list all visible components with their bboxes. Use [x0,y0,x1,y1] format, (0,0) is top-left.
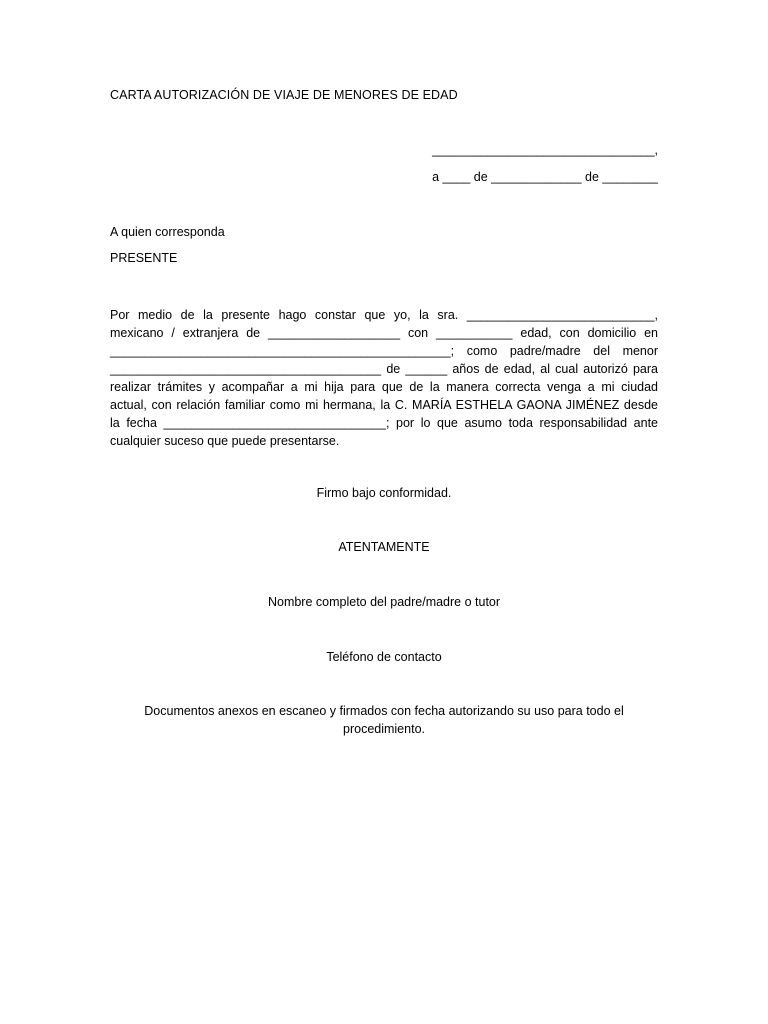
paragraph-line: cualquier suceso que puede presentarse. [110,434,340,448]
paragraph-line: mexicano / extranjera de ___________________ con ___________ edad, con domicilio en [110,326,658,340]
guardian-name-label: Nombre completo del padre/madre o tutor [267,595,501,609]
presente-heading: PRESENTE [110,251,178,265]
paragraph-line: la fecha ________________________________; por lo que asumo toda responsabilidad ante [110,416,658,430]
closing-atentamente: ATENTAMENTE [338,540,430,554]
paragraph-line: _________________________________________________; como padre/madre del menor [110,344,658,358]
place-blank-line: ________________________________, [432,143,658,157]
document-title: CARTA AUTORIZACIÓN DE VIAJE DE MENORES DE EDAD [110,88,458,102]
conformity-statement: Firmo bajo conformidad. [316,486,452,500]
paragraph-line: _______________________________________ de ______ años de edad, al cual autorizó para [110,362,658,376]
recipient-greeting: A quien corresponda [110,225,225,239]
paragraph-line: actual, con relación familiar como mi hermana, la C. MARÍA ESTHELA GAONA JIMÉNEZ desde [110,398,658,412]
paragraph-line: realizar trámites y acompañar a mi hija para que de la manera correcta venga a mi ciudad [110,380,658,394]
attachments-note: Documentos anexos en escaneo y firmados con fecha autorizando su uso para todo el procedimiento. [144,704,624,736]
date-blank-line: a ____ de _____________ de ________ [432,170,658,184]
paragraph-line: Por medio de la presente hago constar que yo, la sra. ___________________________, [110,308,658,322]
authorization-paragraph [110,306,658,450]
contact-phone-label: Teléfono de contacto [326,650,442,664]
